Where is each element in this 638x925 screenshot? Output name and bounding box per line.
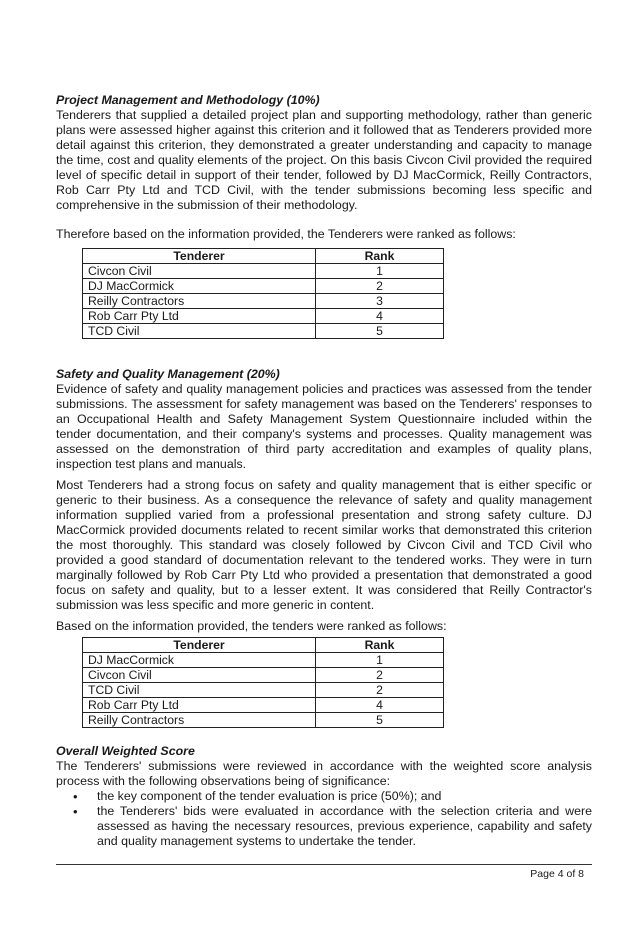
table-header-row: [83, 638, 444, 653]
rank-cell: 5: [316, 713, 444, 728]
list-item: • the key component of the tender evaluation is price (50%); and: [56, 789, 592, 804]
tenderer-cell: DJ MacCormick: [83, 653, 316, 668]
tenderer-cell: Civcon Civil: [83, 264, 316, 279]
tenderer-cell: TCD Civil: [83, 683, 316, 698]
tenderer-cell: DJ MacCormick: [83, 279, 316, 294]
tenderer-cell: Civcon Civil: [83, 668, 316, 683]
tenderer-cell: Reilly Contractors: [83, 294, 316, 309]
column-header-rank: Rank: [316, 638, 444, 653]
section-heading: Safety and Quality Management (20%): [56, 367, 280, 381]
table-row: [83, 294, 444, 309]
table-row: [83, 668, 444, 683]
table-row: [83, 264, 444, 279]
table-header-row: [83, 249, 444, 264]
page-number: Page 4 of 8: [530, 868, 584, 880]
rank-cell: 1: [316, 264, 444, 279]
section-heading: Overall Weighted Score: [56, 744, 195, 758]
document-page: [56, 93, 592, 849]
rank-cell: 1: [316, 653, 444, 668]
ranking-table: [82, 637, 444, 728]
paragraph: Tenderers that supplied a detailed project plan and supporting methodology, rather than generic plans were assessed higher against this criterion and it followed that as Tenderers provided more detail against this criterion, they demonstrated a greater understanding and capacity to manage the time, cost and quality elements of the project. On this basis Civcon Civil provided the required level of specific detail in support of their tender, followed by DJ MacCormick, Reilly Contractors, Rob Carr Pty Ltd and TCD Civil, with the tender submissions becoming less specific and comprehensive in the submission of their methodology.: [56, 108, 592, 212]
paragraph: Evidence of safety and quality management policies and practices was assessed from the tender submissions. The assessment for safety management was based on the Tenderers' responses to an Occupational Health and Safety Management System Questionnaire included within the tender documentation, and their company's systems and processes. Quality management was assessed on the demonstration of third party accreditation and examples of quality plans, inspection test plans and manuals.: [56, 382, 592, 471]
column-header-tenderer: Tenderer: [83, 249, 316, 264]
rank-cell: 4: [316, 698, 444, 713]
ranking-table: [82, 248, 444, 339]
bullet-list: [56, 789, 592, 849]
column-header-tenderer: Tenderer: [83, 638, 316, 653]
rank-cell: 3: [316, 294, 444, 309]
rank-cell: 4: [316, 309, 444, 324]
paragraph: Most Tenderers had a strong focus on safety and quality management that is either specific or generic to their business. As a consequence the relevance of safety and quality management information supplied varied from a professional presentation and strong safety culture. DJ MacCormick provided documents related to recent similar works that demonstrated this criterion the most thoroughly. This standard was closely followed by Civcon Civil and TCD Civil who provided a good standard of documentation relevant to the tendered works. They were in turn marginally followed by Rob Carr Pty Ltd who provided a presentation that demonstrated a good focus on safety and quality, but to a lesser extent. It was considered that Reilly Contractor's submission was less specific and more generic in content.: [56, 478, 592, 612]
table-row: [83, 279, 444, 294]
footer-divider: [56, 864, 592, 865]
table-row: [83, 653, 444, 668]
column-header-rank: Rank: [316, 249, 444, 264]
tenderer-cell: Reilly Contractors: [83, 713, 316, 728]
tenderer-cell: Rob Carr Pty Ltd: [83, 309, 316, 324]
rank-cell: 5: [316, 324, 444, 339]
paragraph: The Tenderers' submissions were reviewed in accordance with the weighted score analysis process with the following observations being of significance:: [56, 759, 592, 788]
rank-cell: 2: [316, 279, 444, 294]
table-row: [83, 698, 444, 713]
tenderer-cell: Rob Carr Pty Ltd: [83, 698, 316, 713]
list-item: • the Tenderers' bids were evaluated in accordance with the selection criteria and were assessed as having the necessary resources, previous experience, capability and safety and quality management systems to undertake the tender.: [56, 804, 592, 849]
section-heading: Project Management and Methodology (10%): [56, 93, 320, 107]
table-row: [83, 683, 444, 698]
table-row: [83, 324, 444, 339]
rank-cell: 2: [316, 683, 444, 698]
rank-cell: 2: [316, 668, 444, 683]
table-row: [83, 309, 444, 324]
paragraph: Therefore based on the information provided, the Tenderers were ranked as follows:: [56, 227, 516, 241]
paragraph: Based on the information provided, the tenders were ranked as follows:: [56, 619, 447, 633]
tenderer-cell: TCD Civil: [83, 324, 316, 339]
table-row: [83, 713, 444, 728]
